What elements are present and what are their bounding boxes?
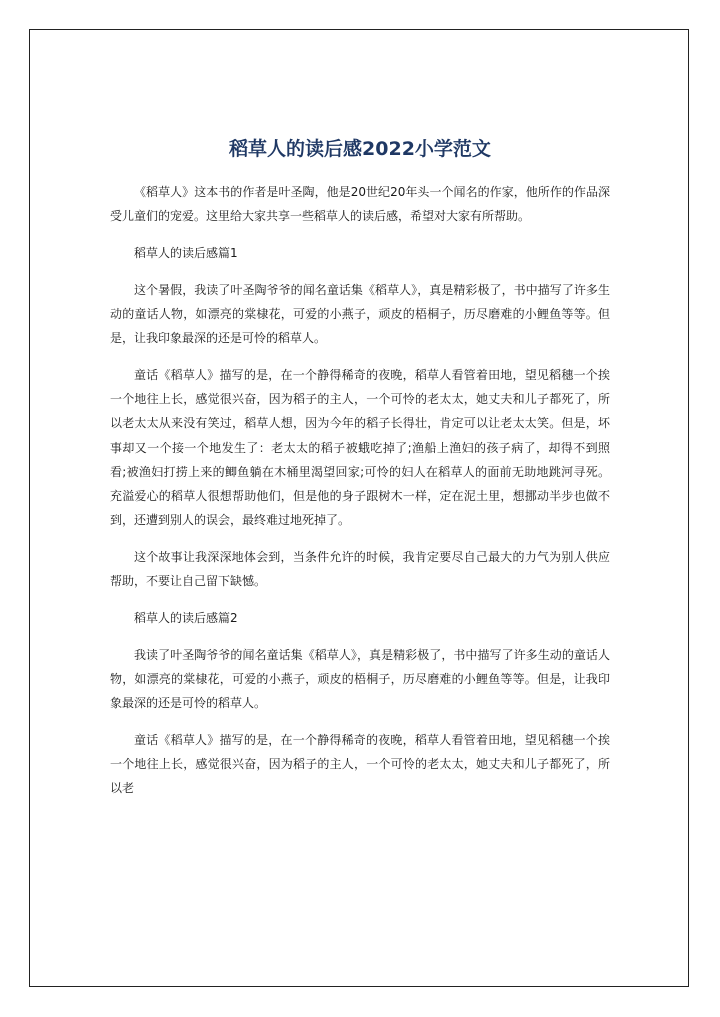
body-paragraph: 这个故事让我深深地体会到，当条件允许的时候，我肯定要尽自己最大的力气为别人供应帮助，不要让自己留下缺憾。 [110,550,610,589]
intro-paragraph: 《稻草人》这本书的作者是叶圣陶，他是20世纪20年头一个闻名的作家，他所作的作品深受儿童们的宠爱。这里给大家共享一些稻草人的读后感，希望对大家有所帮助。 [110,185,610,224]
section-heading-2: 稻草人的读后感篇2 [134,611,238,626]
body-paragraph: 童话《稻草人》描写的是，在一个静得稀奇的夜晚，稻草人看管着田地，望见稻穗一个挨一个地往上长，感觉很兴奋，因为稻子的主人，一个可怜的老太太，她丈夫和儿子都死了，所以老太太从来没有笑过，稻草人想，因为今年的稻子长得壮，肯定可以让老太太笑。但是，坏事却又一个接一个地发生了：老太太的稻子被蛾吃掉了;渔船上渔妇的孩子病了，却得不到照看;被渔妇打捞上来的鲫鱼躺在木桶里渴望回家;可怜的妇人在稻草人的面前无助地跳河寻死。充溢爱心的稻草人很想帮助他们，但是他的身子跟树木一样，定在泥土里，想挪动半步也做不到，还遭到别人的误会，最终难过地死掉了。 [110,368,610,528]
document-title: 稻草人的读后感2022小学范文 [229,137,491,160]
body-paragraph: 我读了叶圣陶爷爷的闻名童话集《稻草人》，真是精彩极了，书中描写了许多生动的童话人物，如漂亮的棠棣花，可爱的小燕子，顽皮的梧桐子，历尽磨难的小鲤鱼等等。但是，让我印象最深的还是可怜的稻草人。 [110,647,610,711]
body-paragraph: 这个暑假，我读了叶圣陶爷爷的闻名童话集《稻草人》，真是精彩极了，书中描写了许多生动的童话人物，如漂亮的棠棣花，可爱的小燕子，顽皮的梧桐子，历尽磨难的小鲤鱼等等。但是，让我印象最深的还是可怜的稻草人。 [110,282,610,346]
section-heading-1: 稻草人的读后感篇1 [134,246,238,260]
body-paragraph: 童话《稻草人》描写的是，在一个静得稀奇的夜晚，稻草人看管着田地，望见稻穗一个挨一个地往上长，感觉很兴奋，因为稻子的主人，一个可怜的老太太，她丈夫和儿子都死了，所以老 [110,733,610,796]
document-page [29,29,689,987]
document-body [110,180,610,813]
